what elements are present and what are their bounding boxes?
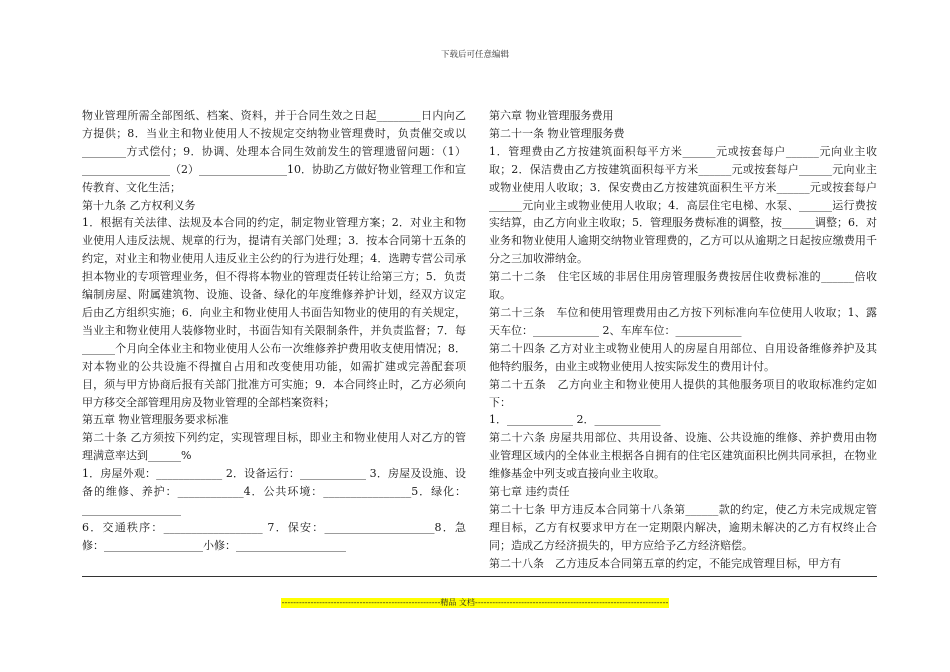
contract-paragraph: 1．管理费由乙方按建筑面积每平方米______元或按套每户______元向业主收取；2．保洁费由乙方按建筑面积每平方米______元或按套每户______元向业主或物业使用人收取；3．保安费由乙方按建筑面积生平方米______元或按套每户______元向业主或物业使用人收取；4．高层住宅电梯、水泵、______运行费按实结算，由乙方向业主收取；5．管理服务费标准的调整，按______调整；6．对业务和物业使用人逾期交纳物业管理费的，乙方可以从逾期之日起按应缴费用千分之三加收滞纳金。 — [489, 144, 877, 266]
contract-paragraph: 1．根据有关法律、法规及本合同的约定，制定物业管理方案；2．对业主和物业使用人违反法规、规章的行为，提请有关部门处理；3．按本合同第十五条的约定，对业主和物业使用人违反业主公约的行为进行处理；4．选聘专营公司承担本物业的专项管理业务，但不得将本物业的管理责任转让给第三方；5．负责编制房屋、附属建筑物、设施、设备、绿化的年度维修养护计划，经双方议定后由乙方组织实施；6．向业主和物业使用人书面告知物业的使用的有关规定，当业主和物业使用人装修物业时，书面告知有关限制条件，并负责监督；7．每______个月向全体业主和物业使用人公布一次维修养护费用收支使用情况；8．对本物业的公共设施不得擅自占用和改变使用功能，如需扩建或完善配套项目，须与甲方协商后报有关部门批准方可实施；9．本合同终止时，乙方必须向甲方移交全部管理用房及物业管理的全部档案资料； — [82, 216, 466, 409]
contract-paragraph: 第二十八条 乙方违反本合同第五章的约定，不能完成管理目标，甲方有 — [489, 556, 841, 570]
contract-paragraph: 第二十条 乙方须按下列约定，实现管理目标，即业主和物业使用人对乙方的管理满意率达到______% — [82, 431, 466, 463]
contract-paragraph: 第二十二条 住宅区域的非居住用房管理服务费按居住收费标准的______倍收取。 — [489, 270, 877, 302]
contract-paragraph: 第二十七条 甲方违反本合同第十八条第______款的约定，使乙方未完成规定管理目标，乙方有权要求甲方在一定期限内解决，逾期未解决的乙方有权终止合同；造成乙方经济损失的，甲方应给予乙方经济赔偿。 — [489, 502, 877, 552]
contract-paragraph: 第二十四条 乙方对业主或物业使用人的房屋自用部位、自用设备维修养护及其他特约服务，由业主或物业使用人按实际发生的费用计付。 — [489, 341, 877, 373]
right-column — [489, 107, 877, 573]
chapter-heading-7: 第七章 违约责任 — [489, 485, 570, 499]
contract-paragraph: 1．____________ 2．____________ — [489, 413, 661, 427]
chapter-heading-5: 第五章 物业管理服务要求标准 — [82, 413, 229, 427]
chapter-heading-6: 第六章 物业管理服务费用 — [489, 109, 614, 122]
contract-paragraph: 1．房屋外观：____________ 2．设备运行：____________ 3．房屋及设施、设备的维修、养护：____________4．公共环境：________________5．绿化：__________________ — [82, 467, 466, 516]
section-heading-article-19: 第十九条 乙方权利义务 — [82, 198, 196, 212]
left-column — [82, 107, 466, 555]
footer-divider — [82, 576, 877, 577]
contract-paragraph: 第二十六条 房屋共用部位、共用设备、设施、公共设施的维修、养护费用由物业管理区域内的全体业主根据各自拥有的住宅区建筑面积比例共同承担，在物业维修基金中列支或直接向业主收取。 — [489, 431, 877, 481]
contract-paragraph: 第二十三条 车位和使用管理费用由乙方按下列标准向车位使用人收取；1、露天车位：____________ 2、车库车位：____________ — [489, 305, 877, 337]
header-note: 下载后可任意编辑 — [440, 50, 509, 60]
section-heading-article-21: 第二十一条 物业管理服务费 — [489, 126, 625, 140]
contract-paragraph: 第二十五条 乙方向业主和物业使用人提供的其他服务项目的收取标准约定如下： — [489, 377, 877, 409]
footer-text: -------------------------------------------------------精品 文档------------------------------------------------------------------- — [281, 598, 669, 607]
contract-paragraph: 物业管理所需全部图纸、档案、资料，并于合同生效之日起________日内向乙方提供；8．当业主和物业使用人不按规定交纳物业管理费时，负责催交或以________方式偿付；9．协调、处理本合同生效前发生的管理遗留问题：（1）________________（2）________________10．协助乙方做好物业管理工作和宣传教育、文化生活； — [82, 109, 466, 194]
footer-banner — [0, 590, 950, 609]
contract-paragraph: 6．交通秩序：__________________ 7．保安：____________________8．急修：__________________小修：____________________ — [82, 520, 466, 552]
